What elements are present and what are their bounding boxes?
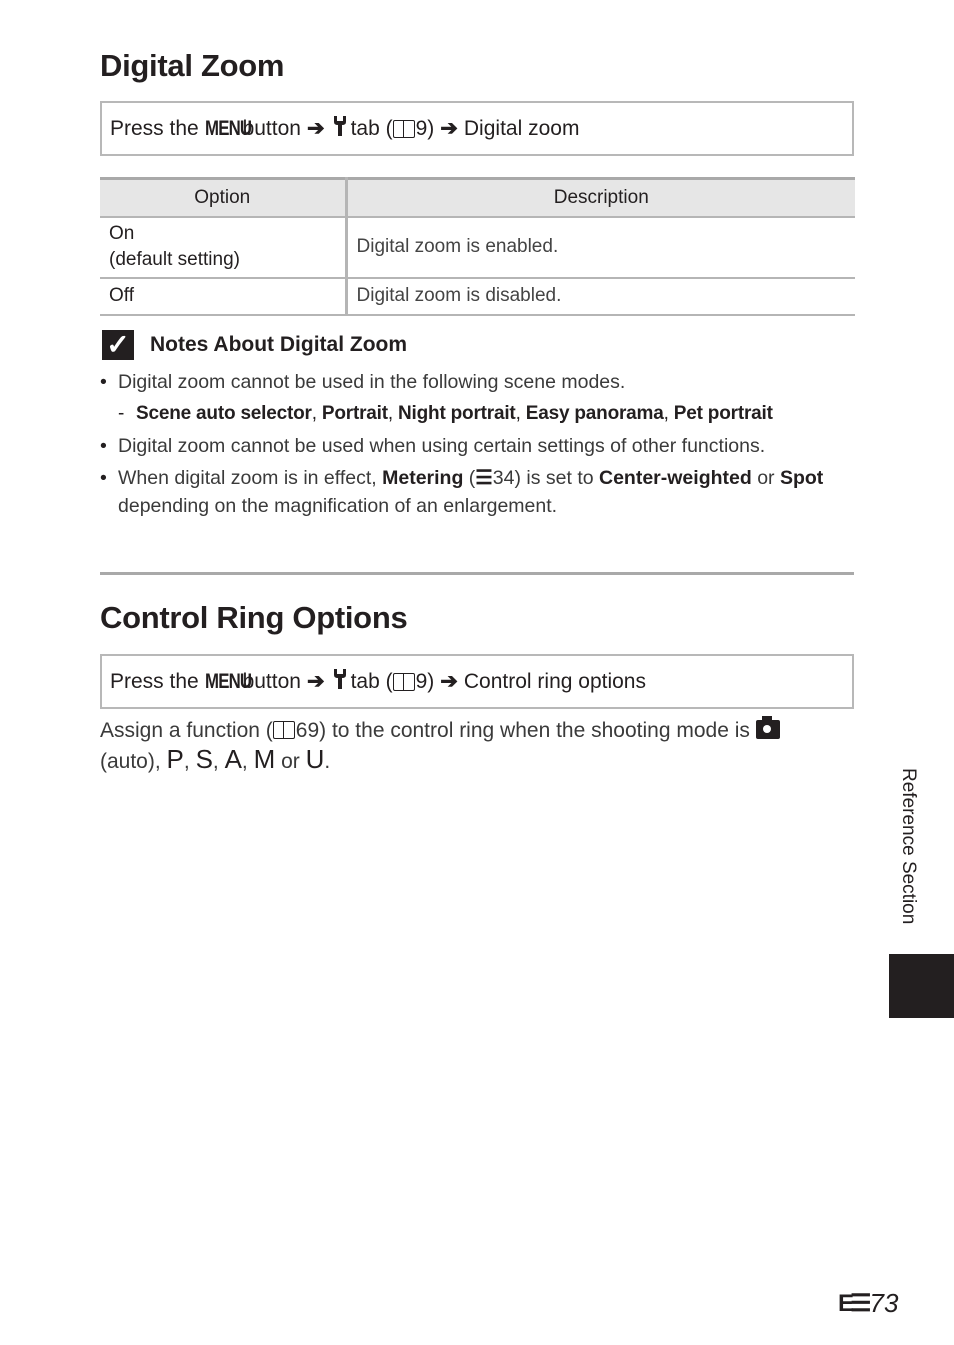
section-divider [100,572,854,575]
wrench-icon [333,668,347,696]
nav-prefix: Press the [110,669,199,693]
page-number-value: 73 [869,1288,899,1318]
text: depending on the magnification of an enlargement. [118,495,558,517]
table-cell-option [100,217,346,278]
text: 69) to the control ring when the shooting mode is [295,719,750,742]
nav-destination: Digital zoom [463,116,580,140]
list-item [100,464,860,520]
section-title-control-ring: Control Ring Options [100,600,408,635]
nav-button-word: button [242,669,301,693]
nav-tab-word: tab ( [350,669,393,693]
spot-term: Spot [779,467,824,489]
scene-mode: Night portrait [398,403,516,424]
text: ( [468,467,476,489]
arrow-right-icon: ➔ [306,670,325,693]
table-header-description: Description [346,179,855,217]
book-icon [393,120,415,138]
side-section-label [893,768,923,938]
table-cell-option: Off [100,278,346,315]
table-header-option: Option [100,179,346,217]
table-cell-description: Digital zoom is enabled. [346,217,855,278]
menu-button-label: MENU [204,669,251,693]
book-icon [273,721,295,739]
menu-path-box-digital-zoom [100,101,854,156]
side-tab-marker [889,954,954,1018]
arrow-right-icon: ➔ [306,117,325,140]
text: When digital zoom is in effect, [118,467,377,489]
table-row [100,278,855,315]
table-cell-description: Digital zoom is disabled. [346,278,855,315]
menu-path-box-control-ring [100,654,854,709]
text: or [757,467,775,489]
table-row [100,217,855,278]
text: or [281,750,300,773]
text: Assign a function ( [100,719,273,742]
side-section-text: Reference Section [898,768,919,925]
control-ring-description: Assign a function ( 69) to the control ring when the shooting mode is (auto), P, S, A, M or U. [100,717,840,776]
list-item: • Digital zoom cannot be used when using certain settings of other functions. [100,432,860,460]
reference-e-icon: E☰ [838,1290,868,1317]
mode-p-icon: P [166,744,184,774]
nav-page-ref: 9) [415,669,435,693]
nav-button-word: button [242,116,301,140]
table-header-row [100,179,855,217]
wrench-icon [333,115,347,143]
scene-mode: Easy panorama [525,403,664,424]
text: 34) is set to [492,467,594,489]
nav-destination: Control ring options [463,669,646,693]
section-title-digital-zoom: Digital Zoom [100,48,285,83]
notes-list [100,368,860,520]
mode-s-icon: S [195,744,213,774]
notes-heading [102,330,407,360]
camera-auto-mode-icon [756,720,780,739]
scene-mode: Portrait [321,403,388,424]
nav-page-ref: 9) [415,116,435,140]
checkmark-icon: ✓ [102,330,134,360]
page-number [838,1288,898,1319]
options-table [100,177,855,316]
nav-prefix: Press the [110,116,199,140]
scene-mode-list: - Scene auto selector, Portrait, Night portrait, Easy panorama, Pet portrait [100,400,860,428]
mode-u-icon: U [305,744,325,774]
scene-mode: Pet portrait [673,403,773,424]
menu-button-label: MENU [204,116,251,140]
arrow-right-icon: ➔ [440,117,458,140]
notes-title: Notes About Digital Zoom [150,333,408,356]
book-icon [393,673,415,691]
center-weighted-term: Center-weighted [599,467,752,489]
reference-e-icon: ☰ [475,467,493,489]
scene-mode: Scene auto selector [136,403,312,424]
option-name: On [109,223,135,244]
text: (auto), [100,750,161,773]
metering-term: Metering [382,467,464,489]
mode-m-icon: M [253,744,276,774]
nav-tab-word: tab ( [350,116,393,140]
arrow-right-icon: ➔ [440,670,458,693]
option-default-note: (default setting) [109,249,240,270]
list-item: • Digital zoom cannot be used in the following scene modes. [100,368,860,396]
mode-a-icon: A [224,744,242,774]
